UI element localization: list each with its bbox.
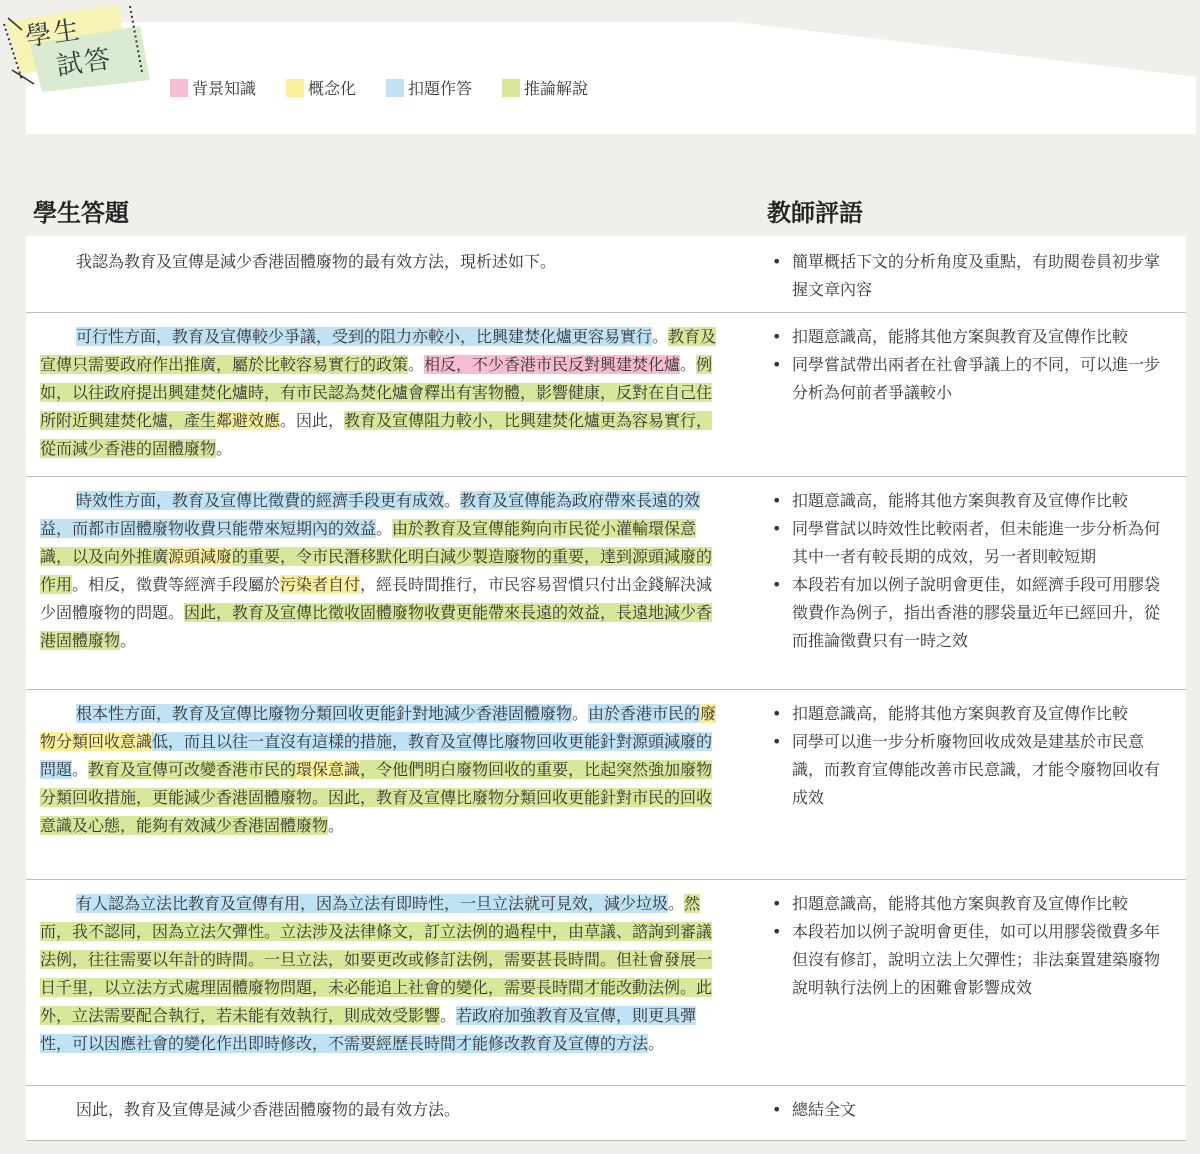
- student-answer: [40, 248, 726, 276]
- highlight-legend: [170, 76, 618, 99]
- answer-text: 。: [572, 704, 589, 723]
- comment-item: • 本段若加以例子說明會更佳，如可以用膠袋徵費多年但沒有修訂，說明立法上欠彈性；非法棄置建築廢物說明執行法例上的困難會影響成效: [770, 918, 1170, 1002]
- teacher-comments: [770, 248, 1170, 304]
- table-row: [26, 1085, 1186, 1141]
- teacher-comments: [770, 323, 1170, 407]
- answer-text: 。: [376, 519, 393, 538]
- comment-item: • 扣題意識高，能將其他方案與教育及宣傳作比較: [770, 487, 1170, 515]
- answer-text: 。: [120, 631, 137, 650]
- highlight-yellow: 廢物分類回收意識: [40, 704, 717, 751]
- highlight-yellow: 鄰避效應: [216, 411, 281, 430]
- legend-item-on-topic: [386, 76, 472, 99]
- highlight-yellow: 環保意識: [296, 760, 361, 779]
- teacher-comment-heading: 教師評語: [767, 199, 863, 227]
- student-answer: [40, 890, 726, 1058]
- legend-swatch-green: [502, 79, 520, 97]
- legend-label: 推論解說: [524, 79, 589, 98]
- answer-text: 我認為教育及宣傳是減少香港固體廢物的最有效方法，現析述如下。: [76, 252, 557, 271]
- highlight-yellow: 源頭減廢: [168, 547, 233, 566]
- student-answer: [40, 487, 726, 655]
- answer-text: 。: [668, 894, 685, 913]
- highlight-blue: 由於香港市民的: [588, 704, 701, 723]
- answer-text: 。: [444, 491, 461, 510]
- highlight-green: ，令他們明白廢物回收的重要，比起突然強加廢物分類回收措施，更能減少香港固體廢物。因此，教育及宣傳比廢物分類回收更能針對市民的回收意識及心態，能夠有效減少香港固體廢物: [40, 760, 713, 835]
- table-row: [26, 312, 1186, 476]
- answer-text: 。: [408, 355, 425, 374]
- answer-text: 。: [648, 1034, 665, 1053]
- answer-text: 。: [216, 439, 233, 458]
- answer-text: 。: [652, 327, 669, 346]
- comment-item: • 總結全文: [770, 1096, 1170, 1124]
- highlight-yellow: 污染者自付: [280, 575, 361, 594]
- answer-text: 因此，教育及宣傳是減少香港固體廢物的最有效方法。: [76, 1100, 461, 1119]
- legend-item-reasoning: [502, 76, 588, 99]
- answer-text: 。相反，徵費等經濟手段屬於: [72, 575, 281, 594]
- highlight-green: 教育及宣傳只需要政府作出推廣，屬於比較容易實行的政策: [40, 327, 717, 374]
- student-answer-badge: [0, 0, 150, 90]
- student-answer-heading: 學生答題: [33, 199, 129, 227]
- answer-text: 。: [328, 816, 345, 835]
- student-answer: [40, 700, 726, 840]
- badge-line-1: 學生: [23, 15, 84, 53]
- highlight-green: 例如，以往政府提出興建焚化爐時，有市民認為焚化爐會釋出有害物體，影響健康，反對在自己住所附近興建焚化爐，產生: [40, 355, 713, 430]
- highlight-blue: 低，而且以往一直沒有這樣的措施，教育及宣傳比廢物回收更能針對源頭減廢的問題: [40, 732, 713, 779]
- legend-label: 扣題作答: [408, 79, 473, 98]
- highlight-green: 教育及宣傳可改變香港市民的: [88, 760, 297, 779]
- comment-item: • 同學嘗試帶出兩者在社會爭議上的不同，可以進一步分析為何前者爭議較小: [770, 351, 1170, 407]
- highlight-blue: 可行性方面，教育及宣傳較少爭議，受到的阻力亦較小，比興建焚化爐更容易實行: [76, 327, 653, 346]
- teacher-comments: [770, 1096, 1170, 1124]
- highlight-blue: 若政府加強教育及宣傳，則更具彈性，可以因應社會的變化作出即時修改，不需要經歷長時間才能修改教育及宣傳的方法: [40, 1006, 697, 1053]
- teacher-comments: [770, 700, 1170, 812]
- comment-item: • 同學可以進一步分析廢物回收成效是建基於市民意識，而教育宣傳能改善市民意識，才能令廢物回收有成效: [770, 728, 1170, 812]
- table-row: [26, 476, 1186, 689]
- highlight-green: 教育及宣傳阻力較小，比興建焚化爐更為容易實行，從而減少香港的固體廢物: [40, 411, 713, 458]
- comment-item: • 本段若有加以例子說明會更佳，如經濟手段可用膠袋徵費作為例子，指出香港的膠袋量近年已經回升，從而推論徵費只有一時之效: [770, 571, 1170, 655]
- highlight-green: 的重要，令市民潛移默化明白減少製造廢物的重要，達到源頭減廢的作用: [40, 547, 713, 594]
- comment-item: • 同學嘗試以時效性比較兩者，但未能進一步分析為何其中一者有較長期的成效，另一者則較短期: [770, 515, 1170, 571]
- highlight-green: 由於教育及宣傳能夠向市民從小灌輸環保意識，以及向外推廣: [40, 519, 697, 566]
- answer-text: 。: [72, 760, 89, 779]
- legend-item-concept: [286, 76, 356, 99]
- student-answer: [40, 1096, 726, 1124]
- legend-item-background: [170, 76, 256, 99]
- answer-text: 。: [680, 355, 697, 374]
- legend-swatch-pink: [170, 79, 188, 97]
- table-row: [26, 879, 1186, 1085]
- highlight-blue: 教育及宣傳能為政府帶來長遠的效益，而都市固體廢物收費只能帶來短期內的效益: [40, 491, 701, 538]
- comment-item: • 扣題意識高，能將其他方案與教育及宣傳作比較: [770, 890, 1170, 918]
- answer-text: 。因此，: [280, 411, 345, 430]
- comment-item: • 扣題意識高，能將其他方案與教育及宣傳作比較: [770, 323, 1170, 351]
- highlight-blue: 根本性方面，教育及宣傳比廢物分類回收更能針對地減少香港固體廢物: [76, 704, 573, 723]
- table-row: [26, 236, 1186, 312]
- legend-swatch-blue: [386, 79, 404, 97]
- highlight-blue: 時效性方面，教育及宣傳比徵費的經濟手段更有成效: [76, 491, 445, 510]
- header-card-corner: [736, 22, 1200, 78]
- comment-item: • 簡單概括下文的分析角度及重點，有助閱卷員初步掌握文章內容: [770, 248, 1170, 304]
- legend-label: 背景知識: [192, 79, 257, 98]
- legend-swatch-yellow: [286, 79, 304, 97]
- highlight-green: 因此，教育及宣傳比徵收固體廢物收費更能帶來長遠的效益，長遠地減少香港固體廢物: [40, 603, 713, 650]
- table-row: [26, 689, 1186, 879]
- highlight-blue: 有人認為立法比教育及宣傳有用，因為立法有即時性，一旦立法就可見效，減少垃圾: [76, 894, 669, 913]
- teacher-comments: [770, 487, 1170, 655]
- highlight-green: 然而，我不認同，因為立法欠彈性。立法涉及法律條文，訂立法例的過程中，由草議、諮詢到審議法例，往往需要以年計的時間。一旦立法，如要更改或修訂法例，需要甚長時間。但社會發展一日千里，以立法方式處理固體廢物問題，未必能追上社會的變化，需要長時間才能改動法例。此外，立法需要配合執行，若未能有效執行，則成效受影響: [40, 894, 713, 1025]
- student-answer: [40, 323, 726, 463]
- legend-label: 概念化: [308, 79, 357, 98]
- highlight-pink: 相反，不少香港市民反對興建焚化爐: [424, 355, 681, 374]
- answer-text: ，經長時間推行，市民容易習慣只付出金錢解決減少固體廢物的問題。: [40, 575, 713, 622]
- answer-comment-table: [26, 236, 1186, 1141]
- badge-line-2: 試答: [54, 44, 115, 82]
- comment-item: • 扣題意識高，能將其他方案與教育及宣傳作比較: [770, 700, 1170, 728]
- answer-text: 。: [440, 1006, 457, 1025]
- teacher-comments: [770, 890, 1170, 1002]
